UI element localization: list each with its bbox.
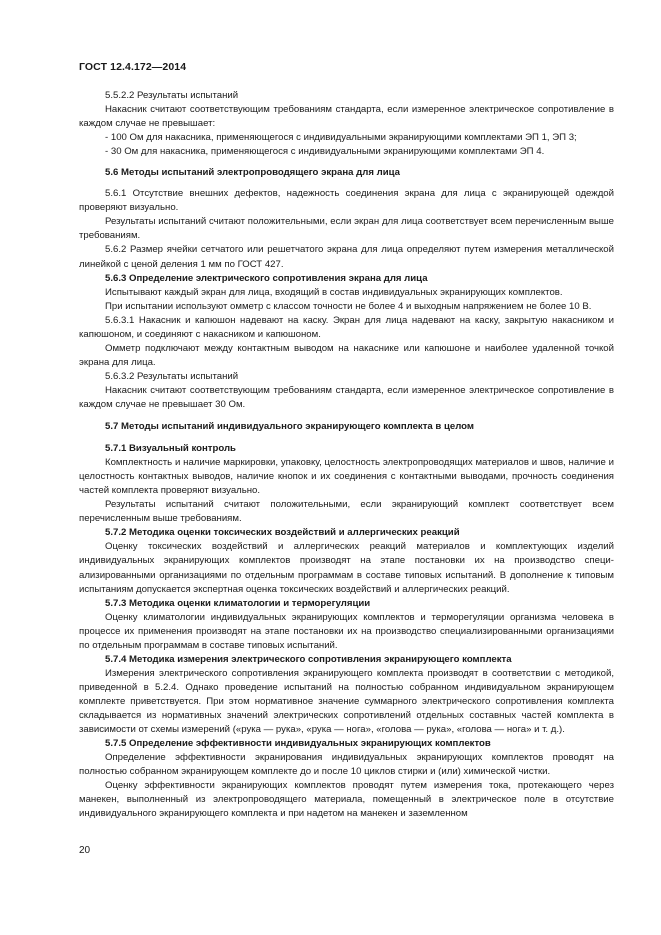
paragraph: Накасник считают соответствующим требованиям стандарта, если измеренное электрическое сопротивление в каждом случае не превышает: xyxy=(79,104,614,130)
page-number: 20 xyxy=(79,845,91,856)
subsection-heading: 5.7.1 Визуальный контроль xyxy=(105,443,236,455)
list-item: - 30 Ом для накасника, применяющегося с индивидуальными экранирующими комплектами ЭП 4. xyxy=(105,146,545,158)
paragraph: При испытании используют омметр с классом точности не более 4 и выходным напряжением не более 10 В. xyxy=(105,300,592,312)
paragraph: Омметр подключают между контактным выводом на накаснике или капюшоне и наиболее удаленной точкой экрана для лица. xyxy=(79,342,614,368)
paragraph: 5.6.3.1 Накасник и капюшон надевают на каску. Экран для лица надевают на каску, закрытую накасником и капюшоном, и соединяют с накасником и капюшоном. xyxy=(79,314,614,340)
section-heading: 5.7 Методы испытаний индивидуального экранирующего комплекта в целом xyxy=(105,421,475,433)
subsection-heading: 5.7.5 Определение эффективности индивидуальных экранирующих комплектов xyxy=(105,738,491,750)
paragraph: 5.6.2 Размер ячейки сетчатого или решетчатого экрана для лица определяют путем измерения металлической линейкой с ценой деления 1 мм по ГОСТ 427. xyxy=(79,244,614,270)
subsection-heading: 5.7.2 Методика оценки токсических воздействий и аллергических реакций xyxy=(105,527,460,539)
document-header: ГОСТ 12.4.172—2014 xyxy=(79,61,187,73)
paragraph: Оценку токсических воздействий и аллергических реакций материалов и комплектующих изделий индивидуальных экранирующих комплектов производят на этапе постановки их на производство специализированными организациями по отдельным программам в составе типовых испытаний. В дополнение к типовым испытаниям допускается экспертная оценка токсических воздействий и аллергических реакций. xyxy=(79,541,614,595)
subsection-heading: 5.7.4 Методика измерения электрического сопротивления экранирующего комплекта xyxy=(105,653,512,665)
paragraph: Испытывают каждый экран для лица, входящий в состав индивидуальных экранирующих комплектов. xyxy=(105,286,563,298)
paragraph: Комплектность и наличие маркировки, упаковку, целостность электропроводящих материалов и швов, наличие и целостность контактных выводов, наличие кнопок и их соединения с контактными выводами, прочность соединения частей комплекта проверяют визуально. xyxy=(79,457,614,497)
subsection-heading: 5.6.3.2 Результаты испытаний xyxy=(105,370,239,382)
paragraph: Измерения электрического сопротивления экранирующего комплекта производят в соответствии с методикой, приведенной в 5.2.4. Однако проведение испытаний на полностью собранном индивидуальном экранирующем комплекте приветствуется. При этом нормативное значение суммарного электрического сопротивления комплекта складывается из нормативных значений электрических сопротивлений отдельных составных частей комплекта в зависимости от схемы измерений («рука — рука», «рука — нога», «голова — рука», «голова — нога» и т. д.). xyxy=(79,667,614,736)
paragraph: 5.6.1 Отсутствие внешних дефектов, надежность соединения экрана для лица с экранирующей одеждой проверяют визуально. xyxy=(79,188,614,214)
subsection-heading: 5.5.2.2 Результаты испытаний xyxy=(105,90,239,101)
paragraph: Оценку эффективности экранирующих комплектов проводят путем измерения тока, протекающего через манекен, выполненный из электропроводящего материала, помещенный в электрическое поле в отсутствие индивидуального экранирующего комплекта и при надетом на манекен и заземленном xyxy=(79,780,614,820)
subsection-heading: 5.6.3 Определение электрического сопротивления экрана для лица xyxy=(105,272,428,284)
paragraph: Определение эффективности экранирования индивидуальных экранирующих комплектов проводят на полностью собранном экранирующем комплекте до и после 10 циклов стирки и (или) химической чистки. xyxy=(79,752,614,778)
subsection-heading: 5.7.3 Методика оценки климатологии и терморегуляции xyxy=(105,597,371,609)
document-body xyxy=(79,89,614,821)
paragraph: Оценку климатологии индивидуальных экранирующих комплектов и терморегуляции организма человека в процессе их применения производят на этапе постановки их на производство специализированными организациями по отдельным программам в составе типовых испытаний. xyxy=(79,611,614,651)
paragraph: Результаты испытаний считают положительными, если экран для лица соответствует всем перечисленным выше требованиям. xyxy=(79,216,614,242)
section-heading: 5.6 Методы испытаний электропроводящего экрана для лица xyxy=(105,167,400,179)
paragraph: Накасник считают соответствующим требованиям стандарта, если измеренное электрическое сопротивление в каждом случае не превышает 30 Ом. xyxy=(79,384,614,410)
list-item: - 100 Ом для накасника, применяющегося с индивидуальными экранирующими комплектами ЭП 1, ЭП 3; xyxy=(105,132,577,144)
paragraph: Результаты испытаний считают положительными, если экранирующий комплект соответствует всем перечисленным выше требованиям. xyxy=(79,499,614,525)
